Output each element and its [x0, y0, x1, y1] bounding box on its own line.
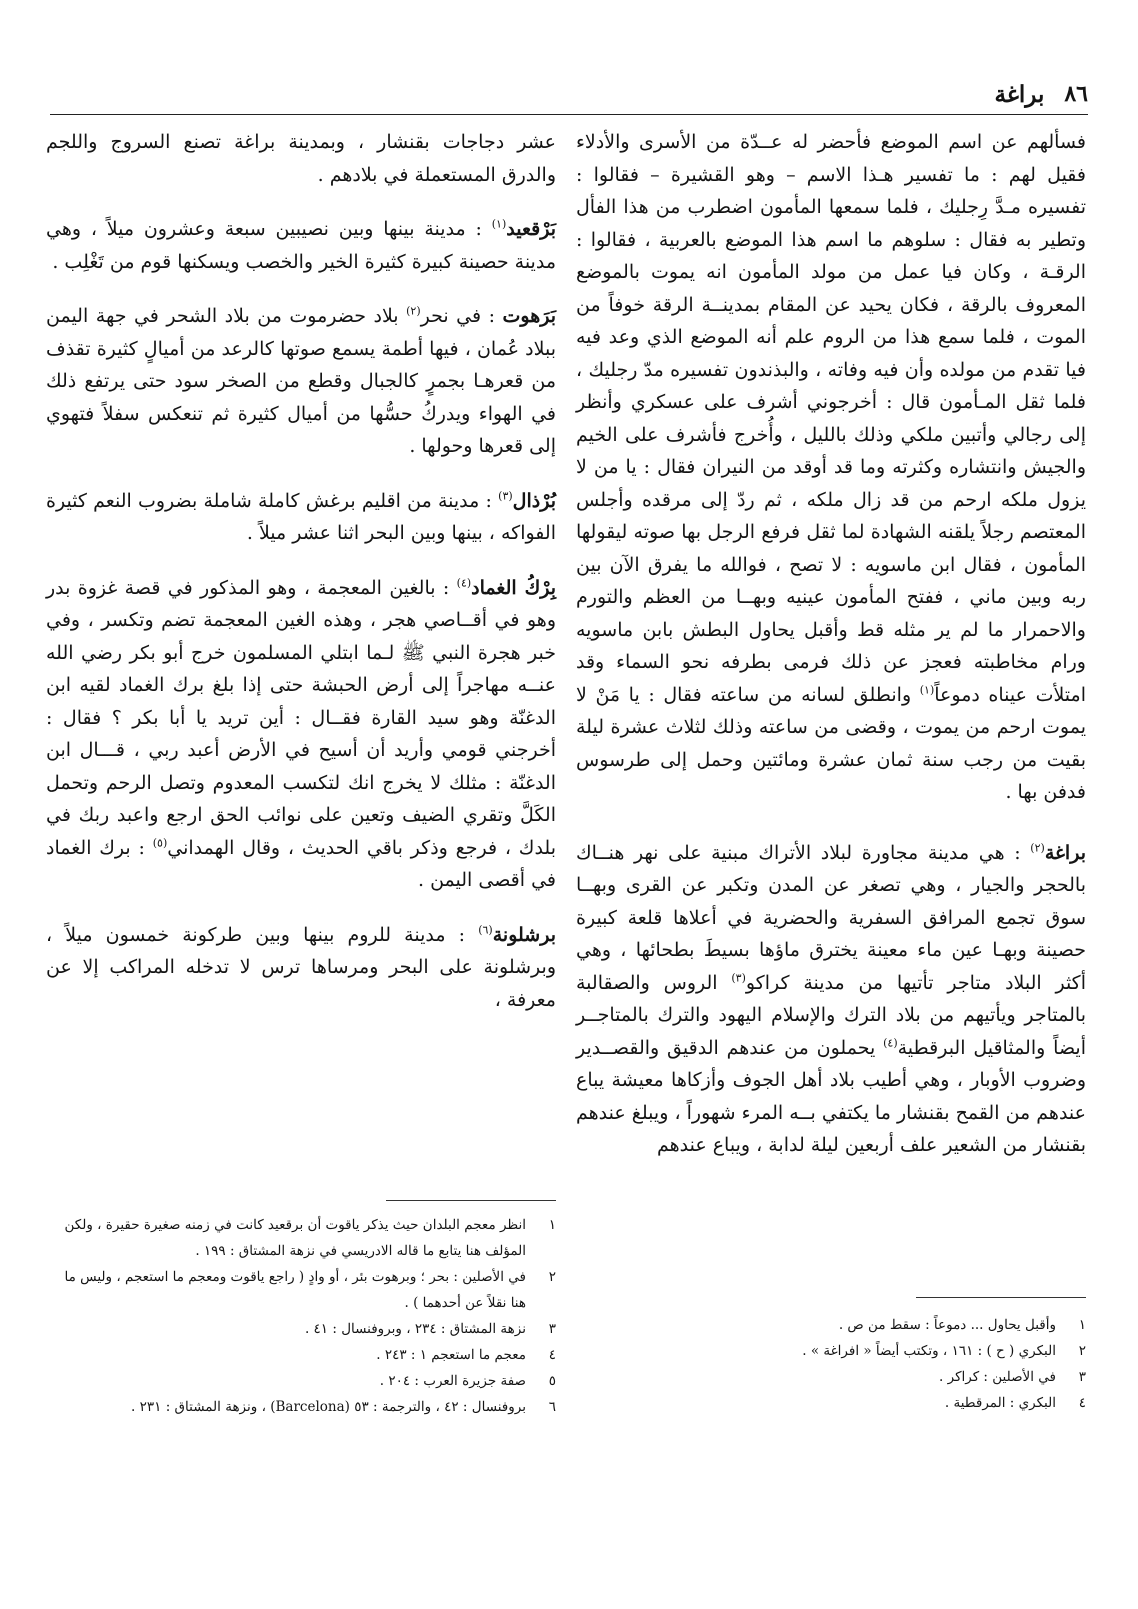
entry-barqaid: بَرْقعيد$^{(١)}$ : مدينة بينها وبين نصيبين سبعة وعشرون ميلاً ، وهي مدينة حصينة كبيرة كثيرة الخير والخصب ويسكنها قوم من تَغْلِب . — [46, 217, 556, 273]
footnote-ref: (٦) — [478, 923, 493, 937]
footnote: ٣ في الأصلين : كراكر . — [939, 1369, 1086, 1385]
footnote: ٣ نزهة المشتاق : ٢٣٤ ، وبروفنسال : ٤١ . — [304, 1321, 556, 1337]
footnote: ٢ في الأصلين : بحر ؛ وبرهوت بئر ، أو وادٍ ( راجع ياقوت ومعجم ما استعجم ، وليس ما هنا نقلاً عن أحدهما ) . — [64, 1269, 556, 1311]
entry-headword: بَرْقعيد — [506, 218, 556, 240]
right-footnotes — [576, 1312, 1086, 1416]
entry-headword: برشلونة — [492, 923, 556, 946]
page-number: ٨٦ — [1064, 81, 1088, 107]
left-footnotes — [46, 1212, 556, 1420]
footnote: ١ وأقبل يحاول ... دموعاً : سقط من ص . — [838, 1317, 1086, 1333]
entry-barahut: بَرَهوت : في نحر$^{(٢)}$ بلاد حضرموت من بلاد الشحر في جهة اليمن ببلاد عُمان ، فيها أطمة يسمع صوتها كالرعد من أميالٍ كثيرة تقذف من قعرهـا بجمرٍ كالجبال وقطع من الصخر سود حتى يرتفع ذلك في الهواء ويدركُ حسُّها من أميال كثيرة ثم تنعكس سفلاً فتهوي إلى قعرها وحولها . — [46, 304, 556, 457]
footnote-ref: (١) — [491, 217, 507, 231]
entry-headword: بُرْذال — [512, 489, 556, 512]
footnote-ref: (١) — [919, 683, 935, 697]
footnote-ref: (٢) — [406, 304, 421, 318]
footnote-ref: (٥) — [152, 836, 168, 850]
footnote: ٤ معجم ما استعجم ١ : ٢٤٣ . — [376, 1347, 556, 1363]
footnote: ٦ بروفنسال : ٤٢ ، والترجمة : ٥٣ (Barcelona) ، ونزهة المشتاق : ٢٣١ . — [131, 1399, 556, 1415]
footnote: ٢ البكري ( ح ) : ١٦١ ، وتكتب أيضاً « افراغة » . — [802, 1343, 1086, 1359]
footnote: ٤ البكري : المرقطية . — [944, 1395, 1086, 1411]
entry-burdhal: بُرْذال$^{(٣)}$ : مدينة من اقليم برغش كاملة شاملة بضروب النعم كثيرة الفواكه ، بينها وبين البحر اثنا عشر ميلاً . — [46, 489, 556, 544]
entry-barcelona: برشلونة$^{(٦)}$ : مدينة للروم بينها وبين طركونة خمسون ميلاً ، وبرشلونة على البحر ومرساها ترس لا تدخله المراكب إلا عن معرفة ، — [46, 923, 556, 1011]
footnote: ٥ صفة جزيرة العرب : ٢٠٤ . — [379, 1373, 556, 1389]
footnote-ref: (٣) — [498, 489, 513, 503]
footnote-ref: (٤) — [883, 1036, 898, 1050]
entry-headword: بِرْكُ الغماد — [471, 576, 556, 599]
paragraph-mamun-death: فسألهم عن اسم الموضع فأحضر له عــدّة من الأسرى والأدلاء فقيل لهم : ما تفسير هـذا الاسم – وهو القشيرة – فقالوا : تفسيره مـدَّ رِجليك ، فلما سمعها المأمون اضطرب من هذا الفأل وتطير به فقال : سلوهم ما اسم هذا الموضع بالعربية ، فقالوا : الرقـة ، وكان فيا عمل من مولد المأمون انه يموت بالموضع المعروف بالرقة ، فكان يحيد عن المقام بمدينــة الرقة خوفاً من الموت ، فلما سمع هذا من الروم علم أنه الموضع الذي وعد فيه فيا تقدم من مولده وأن فيه وفاته ، والبذندون تفسيره مدّ رجليك ، فلما ثقل المـأمون قال : أخرجوني أشرف على عسكري وأنظر إلى رجالي وأتبين ملكي وذلك بالليل ، وأُخرج فأشرف على الخيم والجيش وانتشاره وكثرته وما قد أوقد من النيران فقال : يا من لا يزول ملكه ارحم من قد زال ملكه ، ثم ردّ إلى مرقده وأجلس المعتصم رجلاً يلقنه الشهادة لما ثقل فرفع الرجل بها صوته ليقولها المأمون ، فقال ابن ماسويه : لا تصح ، فوالله ما يفرق الآن بين ربه وبين ماني ، ففتح المأمون عينيه وبهــا من العظم والتورم والاحمرار ما لم ير مثله قط وأقبل يحاول البطش بابن ماسويه ورام مخاطبته فعجز عن ذلك فرمى بطرفه نحو السماء وقد امتلأت عيناه دموعاً$^{(١)}$ وانطلق لسانه من ساعته فقال : يا مَنْ لا يموت ارحم من يموت ، وقضى من ساعته وذلك لثلاث عشرة ليلة بقيت من رجب سنة ثمان عشرة ومائتين وحمل إلى طرسوس فدفن بها . — [576, 131, 1086, 803]
left-column — [46, 126, 556, 1038]
footnote-ref: (٢) — [1030, 841, 1045, 855]
entry-birk-al-ghimad: بِرْكُ الغماد$^{(٤)}$ : بالغين المعجمة ، وهو المذكور في قصة غزوة بدر وهو في أقــاصي هجر ، وهذه الغين المعجمة تضم وتكسر ، وفي خبر هجرة النبي ﷺ لـما ابتلي المسلمون خرج أبو بكر رضي الله عنــه مهاجراً إلى أرض الحبشة حتى إذا بلغ برك الغماد لقيه ابن الدغنّة وهو سيد القارة فقــال : أين تريد يا أبا بكر ؟ فقال : أخرجني قومي وأريد أن أسيح في الأرض أعبد ربي ، قـــال ابن الدغنّة : مثلك لا يخرج انك لتكسب المعدوم وتصل الرحم وتحمل الكَلَّ وتقري الضيف وتعين على نوائب الحق ارجع واعبد ربك في بلدك ، فرجع وذكر باقي الحديث ، وقال الهمداني$^{(٥)}$ : برك الغماد في أقصى اليمن . — [46, 576, 557, 891]
footnote: ١ انظر معجم البلدان حيث يذكر ياقوت أن برقعيد كانت في زمنه صغيرة حقيرة ، ولكن المؤلف هنا يتابع ما قاله الادريسي في نزهة المشتاق : ١٩٩ . — [64, 1217, 556, 1259]
running-title: براغة — [994, 80, 1045, 108]
footnote-divider — [386, 1200, 556, 1201]
right-column — [576, 126, 1086, 1184]
footnote-ref: (٣) — [731, 971, 746, 985]
footnote-divider — [916, 1297, 1086, 1298]
entry-baragha: براغة$^{(٢)}$ : هي مدينة مجاورة لبلاد الأتراك مبنية على نهر هنــاك بالحجر والجيار ، وهي تصغر عن المدن وتكبر عن القرى وبهــا سوق تجمع المرافق السفرية والحضرية في أعلاها قلعة كبيرة حصينة وبهـا عين ماء معينة يخترق ماؤها بسيطَ بطحائها ، وهي أكثر البلاد متاجر تأتيها من مدينة كراكو$^{(٣)}$ الروس والصقالبة بالمتاجر ويأتيهم من بلاد الترك والإسلام اليهود والترك بالمتاجــر أيضاً والمثاقيل البرقطية$^{(٤)}$ يحملون من عندهم الدقيق والقصــدير وضروب الأوبار ، وهي أطيب بلاد أهل الجوف وأزكاها معيشة يباع عندهم من القمح بقنشار ما يكتفي بــه المرء شهوراً ، ويبلغ عندهم بقنشار من الشعير علف أربعين ليلة لدابة ، ويباع عندهم — [576, 841, 1087, 1156]
paragraph-continuation: عشر دجاجات بقنشار ، وبمدينة براغة تصنع السروج واللجم والدرق المستعملة في بلادهم . — [46, 131, 556, 186]
entry-headword: براغة — [1044, 841, 1086, 864]
entry-headword: بَرَهوت — [502, 305, 556, 327]
footnote-ref: (٤) — [456, 576, 472, 590]
running-head — [50, 74, 1088, 115]
